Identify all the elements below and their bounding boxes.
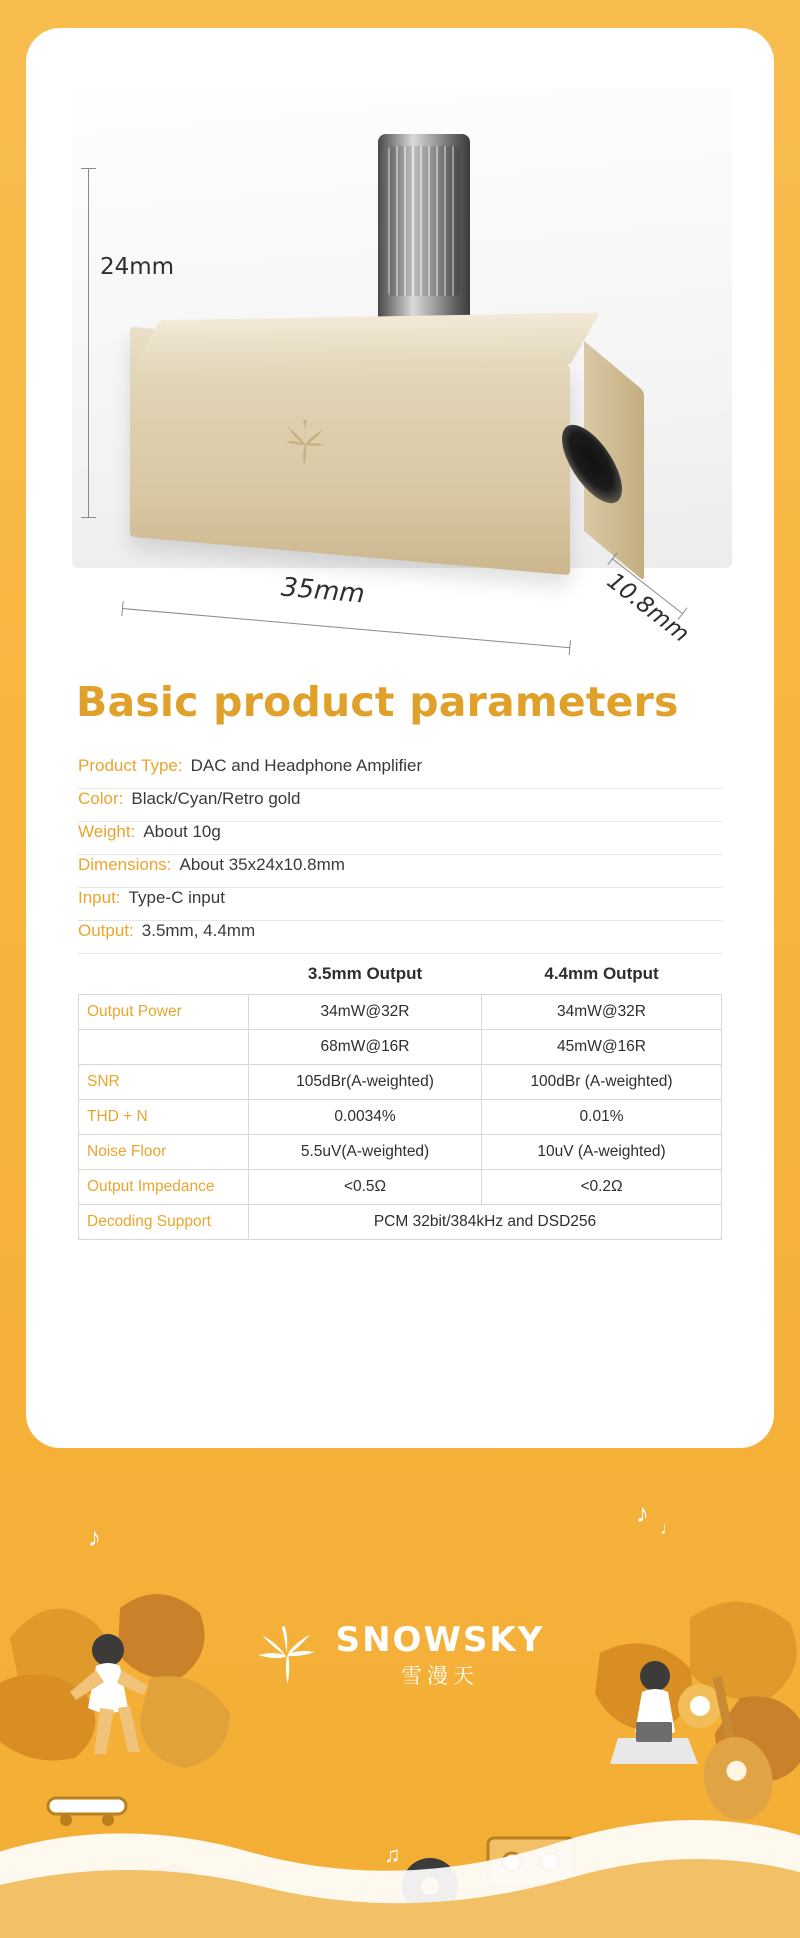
product-image-area — [26, 28, 774, 658]
snowflake-logo-icon — [275, 411, 335, 476]
spec-row — [78, 756, 722, 789]
row-value-3-5mm: <0.5Ω — [249, 1170, 482, 1205]
spec-label: Product Type: — [78, 756, 183, 775]
music-note-icon: ♪ — [636, 1498, 649, 1528]
row-label — [79, 1030, 249, 1065]
music-note-icon: ♪ — [88, 1522, 101, 1552]
brand-name-cn: 雪漫天 — [401, 1664, 479, 1688]
music-note-icon: ♩ — [660, 1518, 678, 1538]
row-label-decoding: Decoding Support — [79, 1205, 249, 1240]
music-note-icon: ♫ — [384, 1842, 401, 1867]
depth-dimension-label: 10.8mm — [601, 568, 694, 648]
content-card — [26, 28, 774, 1448]
row-label: Output Impedance — [79, 1170, 249, 1205]
brand-text — [336, 1620, 545, 1690]
page-title: Basic product parameters — [76, 678, 679, 726]
spec-value: 3.5mm, 4.4mm — [141, 921, 256, 940]
table-row-decoding — [79, 1205, 722, 1240]
spec-value: Black/Cyan/Retro gold — [131, 789, 301, 808]
table-row — [79, 1030, 722, 1065]
row-value-4-4mm: 45mW@16R — [482, 1030, 722, 1065]
spec-label: Output: — [78, 921, 134, 940]
spec-label: Color: — [78, 789, 124, 808]
spec-row — [78, 855, 722, 888]
spec-label: Weight: — [78, 822, 136, 841]
table-row — [79, 995, 722, 1030]
height-dimension-label: 24mm — [100, 254, 175, 280]
table-row — [79, 1135, 722, 1170]
row-label: SNR — [79, 1065, 249, 1100]
spec-row — [78, 921, 722, 954]
row-value-3-5mm: 5.5uV(A-weighted) — [249, 1135, 482, 1170]
brand-name-en: SNOWSKY — [335, 1620, 545, 1660]
footer-artwork — [0, 1438, 800, 1938]
spec-label: Dimensions: — [78, 855, 172, 874]
table-header-blank — [79, 956, 249, 995]
row-value-3-5mm: 68mW@16R — [249, 1030, 482, 1065]
row-label: Noise Floor — [79, 1135, 249, 1170]
device-body — [130, 327, 570, 575]
table-row — [79, 1100, 722, 1135]
height-dimension-line — [88, 168, 89, 518]
width-dimension-line — [122, 608, 570, 648]
row-value-4-4mm: 10uV (A-weighted) — [482, 1135, 722, 1170]
spec-row — [78, 888, 722, 921]
row-label: Output Power — [79, 995, 249, 1030]
row-value-3-5mm: 105dBr(A-weighted) — [249, 1065, 482, 1100]
row-value-3-5mm: 0.0034% — [249, 1100, 482, 1135]
row-value-4-4mm: 0.01% — [482, 1100, 722, 1135]
output-comparison-table — [78, 956, 722, 1240]
table-header-3-5mm: 3.5mm Output — [307, 964, 423, 983]
spec-list — [78, 756, 722, 954]
spec-value: DAC and Headphone Amplifier — [190, 756, 423, 775]
spec-row — [78, 789, 722, 822]
spec-value: About 10g — [143, 822, 221, 841]
row-value-4-4mm: <0.2Ω — [482, 1170, 722, 1205]
table-header-4-4mm: 4.4mm Output — [544, 964, 659, 983]
spec-value: About 35x24x10.8mm — [179, 855, 345, 874]
row-value-3-5mm: 34mW@32R — [249, 995, 482, 1030]
row-value-decoding: PCM 32bit/384kHz and DSD256 — [249, 1205, 722, 1240]
row-value-4-4mm: 100dBr (A-weighted) — [482, 1065, 722, 1100]
usb-c-plug-icon — [378, 134, 470, 324]
table-header-row — [79, 956, 722, 995]
table-row — [79, 1065, 722, 1100]
product-photo — [130, 314, 600, 564]
width-dimension-label: 35mm — [279, 572, 366, 610]
table-row — [79, 1170, 722, 1205]
device-body-top — [130, 312, 600, 372]
row-value-4-4mm: 34mW@32R — [482, 995, 722, 1030]
spec-label: Input: — [78, 888, 121, 907]
brand-lockup — [256, 1620, 545, 1690]
spec-value: Type-C input — [128, 888, 225, 907]
snowflake-logo-icon — [256, 1624, 318, 1686]
spec-row — [78, 822, 722, 855]
row-label: THD + N — [79, 1100, 249, 1135]
